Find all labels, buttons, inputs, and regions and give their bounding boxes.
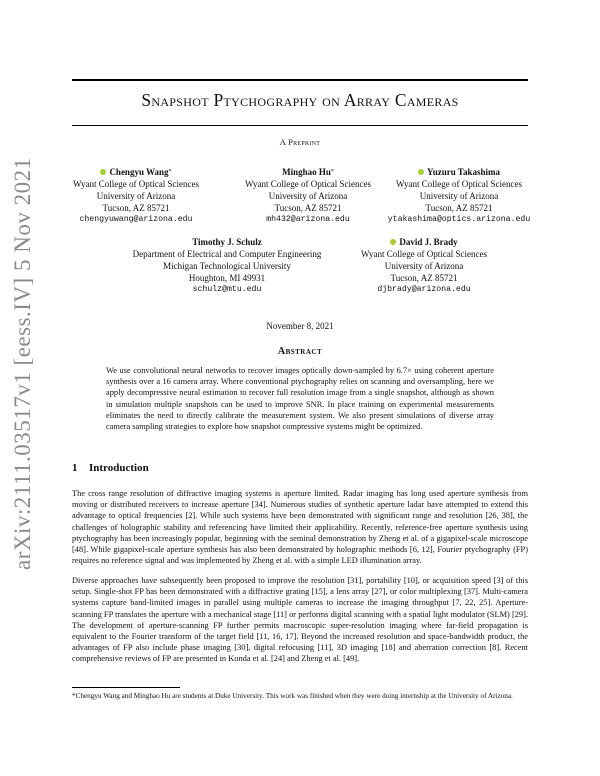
author-email[interactable]: schulz@mtu.edu [192, 285, 262, 294]
author-name: Yuzuru Takashima [427, 167, 500, 177]
author-name: Chengyu Wang [109, 167, 169, 177]
section-heading [72, 462, 149, 474]
author-city: Tucson, AZ 85721 [102, 203, 170, 213]
body-paragraph: The cross range resolution of diffractive imaging systems is aperture limited. Radar imaging has long used aperture synthesis from moving or distributed receivers to increase aperture [34]. Numerous studies of synthetic aperture ladar have attempted to extend this advantage to optical frequencies [2]. While such systems have been demonstrated with significant range and resolution [26, 38], the challenges of holographic stability and referencing have limited their applicability. Recently, reference-free aperture synthesis using ptychography has been increasingly popular, beginning with the seminal demonstration by Zheng et al. of a gigapixel-scale microscope [48]. While gigapixel-scale aperture synthesis has also been demonstrated by holographic methods [6, 12], Fourier ptychography (FP) requires no reference signal and was implemented by Zheng et al. with a simple LED illumination array. [72, 489, 528, 566]
author-email[interactable]: chengyuwang@arizona.edu [79, 215, 193, 224]
author-name: Timothy J. Schulz [192, 237, 262, 247]
abstract-text: We use convolutional neural networks to recover images optically down-sampled by 6.7× using coherent aperture synthesis over a 16 camera array. Where conventional ptychography relies on scanning and oversampling, here we apply decompressive neural estimation to recover full resolution image from a single snapshot, although as shown in simulation multiple snapshots can be used to improve SNR. In place training on experimental measurements eliminates the need to directly calibrate the measurement system. We also present simulations of diverse array camera sampling strategies to explore how snapshot compressive systems might be optimized. [106, 366, 494, 432]
author-block [232, 166, 384, 226]
author-email[interactable]: djbrady@arizona.edu [377, 285, 471, 294]
author-name: David J. Brady [399, 237, 458, 247]
author-mark: * [168, 169, 172, 175]
paper-title: Snapshot Ptychography on Array Cameras [141, 90, 459, 110]
publication-date: November 8, 2021 [266, 321, 334, 331]
body-paragraph: Diverse approaches have subsequently been proposed to improve the resolution [31], portability [10], or acquisition speed [3] of this setup. Single-shot FP has been demonstrated with a diffractive grating [15], a lens array [27], or color multiplexing [37]. Multi-camera systems capture band-limited images in parallel using multiple cameras to increase the imaging throughput [7, 22, 25]. Aperture-scanning FP translates the aperture with a mechanical stage [11] or performs digital scanning with a spatial light modulator (SLM) [29]. The development of aperture-scanning FP further permits macroscopic super-resolution imaging where far-field propagation is equivalent to the Fourier transform of the target field [11, 16, 17]. Beyond the increased resolution and space-bandwidth product, the advantages of FP also include phase imaging [30], digital refocusing [11], 3D imaging [18] and aberration correction [8]. Recent comprehensive reviews of FP are presented in Konda et al. [24] and Zheng et al. [49]. [72, 576, 528, 664]
author-university: University of Arizona [419, 191, 499, 201]
author-email[interactable]: mh432@arizona.edu [266, 215, 350, 224]
abstract-heading: Abstract [277, 346, 323, 357]
author-city: Tucson, AZ 85721 [390, 273, 458, 283]
section-title: Introduction [89, 462, 149, 474]
title-bottom-rule [72, 125, 528, 126]
author-block [118, 236, 336, 296]
author-city: Houghton, MI 49931 [188, 273, 266, 283]
orcid-icon[interactable] [418, 169, 424, 175]
author-name: Minghao Hu [282, 167, 331, 177]
author-city: Tucson, AZ 85721 [274, 203, 342, 213]
author-block [366, 166, 552, 226]
author-affiliation: Wyant College of Optical Sciences [361, 249, 487, 259]
arxiv-identifier[interactable]: arXiv:2111.03517v1 [eess.IV] 5 Nov 2021 [10, 157, 35, 570]
footnote-rule [72, 687, 180, 688]
title-top-rule [72, 79, 528, 81]
author-block [338, 236, 510, 296]
author-affiliation: Wyant College of Optical Sciences [73, 179, 199, 189]
preprint-label: A Preprint [279, 137, 321, 147]
author-university: University of Arizona [268, 191, 348, 201]
author-affiliation: Wyant College of Optical Sciences [245, 179, 371, 189]
author-affiliation: Department of Electrical and Computer Engineering [132, 249, 322, 259]
orcid-icon[interactable] [100, 169, 106, 175]
author-university: Michigan Technological University [163, 261, 291, 271]
section-number: 1 [72, 462, 78, 474]
orcid-icon[interactable] [390, 239, 396, 245]
author-university: University of Arizona [96, 191, 176, 201]
author-affiliation: Wyant College of Optical Sciences [396, 179, 522, 189]
author-block [60, 166, 212, 226]
author-university: University of Arizona [384, 261, 464, 271]
author-mark: * [330, 169, 334, 175]
author-city: Tucson, AZ 85721 [425, 203, 493, 213]
author-email[interactable]: ytakashima@optics.arizona.edu [387, 215, 531, 224]
footnote: *Chengyu Wang and Minghao Hu are students at Duke University. This work was finished when they were doing internship at the University of Arizona. [72, 692, 513, 700]
